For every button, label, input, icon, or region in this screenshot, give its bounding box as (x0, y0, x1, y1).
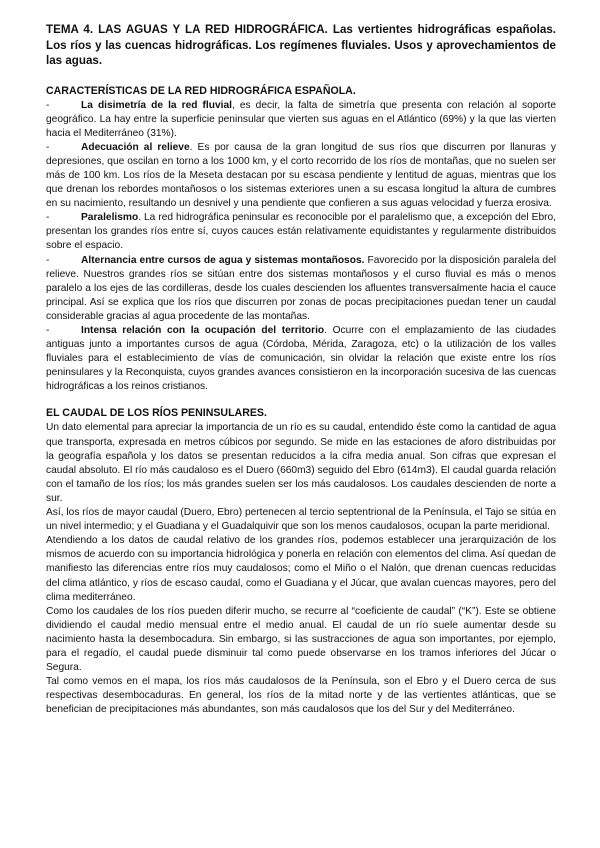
list-dash: - (46, 141, 50, 153)
list-dash: - (46, 212, 50, 224)
item-text: . La red hidrográfica peninsular es reconocible por el paralelismo que, a excepción del Ebro, presentan los grandes ríos entre sí, cuyos cauces están relativamente equidistantes y regularmente distribuidos sobre el espacio. (46, 212, 556, 252)
item-text: . Es por causa de la gran longitud de sus ríos que discurren por llanuras y depresiones, que oscilan en torno a los 1000 km, y el corto recorrido de los ríos de montañas, que no suelen ser más de 100 km. Los ríos de la Meseta destacan por su escasa pendiente y lentitud de aguas, mientras que los que drenan los rebordes montañosos o los sistemas exteriores unen a su escasa longitud la altura de cumbres en su nacimiento, resultando un desnivel y una pendiente que confieren a sus aguas velocidad y fuerza erosiva. (46, 141, 556, 210)
body-paragraph: Atendiendo a los datos de caudal relativo de los grandes ríos, podemos establecer una jerarquización de los mismos de acuerdo con su importancia hidrológica y ponerla en relación con elementos del clima. Así quedan de manifiesto las diferencias entre ríos muy caudalosos; como el Miño o el Nalón, que drenan cuencas reducidas del clima atlántico, y ríos de escaso caudal, como el Guadiana y el Júcar, que avalan cuencas mayores, pero del clima mediterráneo. (46, 535, 556, 603)
list-item (46, 141, 556, 211)
item-text: Favorecido por la disposición paralela del relieve. Nuestros grandes ríos se sitúan entre dos sistemas montañosos y el curso fluvial es más o menos paralelo a los ejes de las cordilleras, desde los cuales descienden los afluentes transversalmente hacia el cauce principal. Así se explica que los ríos que discurren por zonas de pocas precipitaciones puedan tener un caudal considerable gracias al agua procedente de las montañas. (46, 254, 557, 322)
item-term: La disimetría de la red fluvial (81, 99, 232, 111)
list-item (46, 324, 556, 394)
body-paragraph: Como los caudales de los ríos pueden diferir mucho, se recurre al “coeficiente de caudal” (“K”). Este se obtiene dividiendo el caudal medio mensual entre el medio anual. El caudal de un río suele aumentar desde su nacimiento hasta la desembocadura. Sin embargo, si las sustracciones de agua son importantes, por ejemplo, para el regadío, el caudal puede disminuir tal como puede observarse en los tramos inferiores del Júcar o Segura. (46, 605, 556, 674)
section-heading-characteristics: CARACTERÍSTICAS DE LA RED HIDROGRÁFICA ESPAÑOLA. (46, 84, 356, 97)
caudal-section-body (46, 421, 556, 717)
list-dash: - (46, 254, 50, 266)
item-term: Intensa relación con la ocupación del territorio (81, 325, 325, 336)
list-dash: - (46, 325, 50, 336)
body-paragraph: Un dato elemental para apreciar la importancia de un río es su caudal, entendido éste como la cantidad de agua que transporta, expresada en metros cúbicos por segundo. Se mide en las estaciones de aforo distribuidas por la geografía española y los datos se presentan reducidos a la cifra media anual. Son cifras que expresan el caudal absoluto. El río más caudaloso es el Duero (660m3) seguido del Ebro (614m3). El caudal guarda relación con el tamaño de los ríos; los más grandes suelen ser los más caudalosos. Los caudales descienden de norte a sur. (46, 422, 556, 504)
item-text: , es decir, la falta de simetría que presenta con relación al soporte geográfico. La hay entre la superficie peninsular que vierten sus aguas en el Atlántico (69%) y la que las vierten hacia el Mediterráneo (31%). (46, 99, 556, 139)
section-heading-caudal: EL CAUDAL DE LOS RÍOS PENINSULARES. (46, 407, 267, 420)
item-text: . Ocurre con el emplazamiento de las ciudades antiguas junto a importantes cursos de agua (Córdoba, Mérida, Zaragoza, etc) o la utilización de los valles fluviales para el establecimiento de vías de comunicación, sin olvidar la relación que existe entre los ríos peninsulares y la Reconquista, cuyos grandes avances consistieron en la incorporación sucesiva de las cuencas hidrográficas a los reinos cristianos. (46, 325, 556, 393)
item-term: Adecuación al relieve (81, 141, 190, 153)
list-dash: - (46, 99, 50, 111)
body-paragraph: Tal como vemos en el mapa, los ríos más caudalosos de la Península, son el Ebro y el Duero cerca de sus respectivas desembocaduras. En general, los ríos de la mitad norte y de las vertientes atlánticas, que se benefician de precipitaciones más abundantes, son más caudalosos que los del Sur y del Mediterráneo. (46, 676, 556, 716)
list-item (46, 211, 556, 253)
document-title: TEMA 4. LAS AGUAS Y LA RED HIDROGRÁFICA. Las vertientes hidrográficas españolas. Los ríos y las cuencas hidrográficas. Los regímenes fluviales. Usos y aprovechamientos de las aguas. (46, 23, 556, 67)
list-item (46, 254, 556, 324)
item-term: Alternancia entre cursos de agua y sistemas montañosos. (81, 254, 365, 266)
body-paragraph: Así, los ríos de mayor caudal (Duero, Ebro) pertenecen al tercio septentrional de la Península, el Tajo se sitúa en un nivel intermedio; y el Guadiana y el Guadalquivir que son los menos caudalosos, ocupan la parte meridional. (46, 507, 556, 533)
item-term: Paralelismo (81, 212, 139, 224)
characteristics-list (46, 99, 556, 395)
list-item (46, 99, 556, 141)
